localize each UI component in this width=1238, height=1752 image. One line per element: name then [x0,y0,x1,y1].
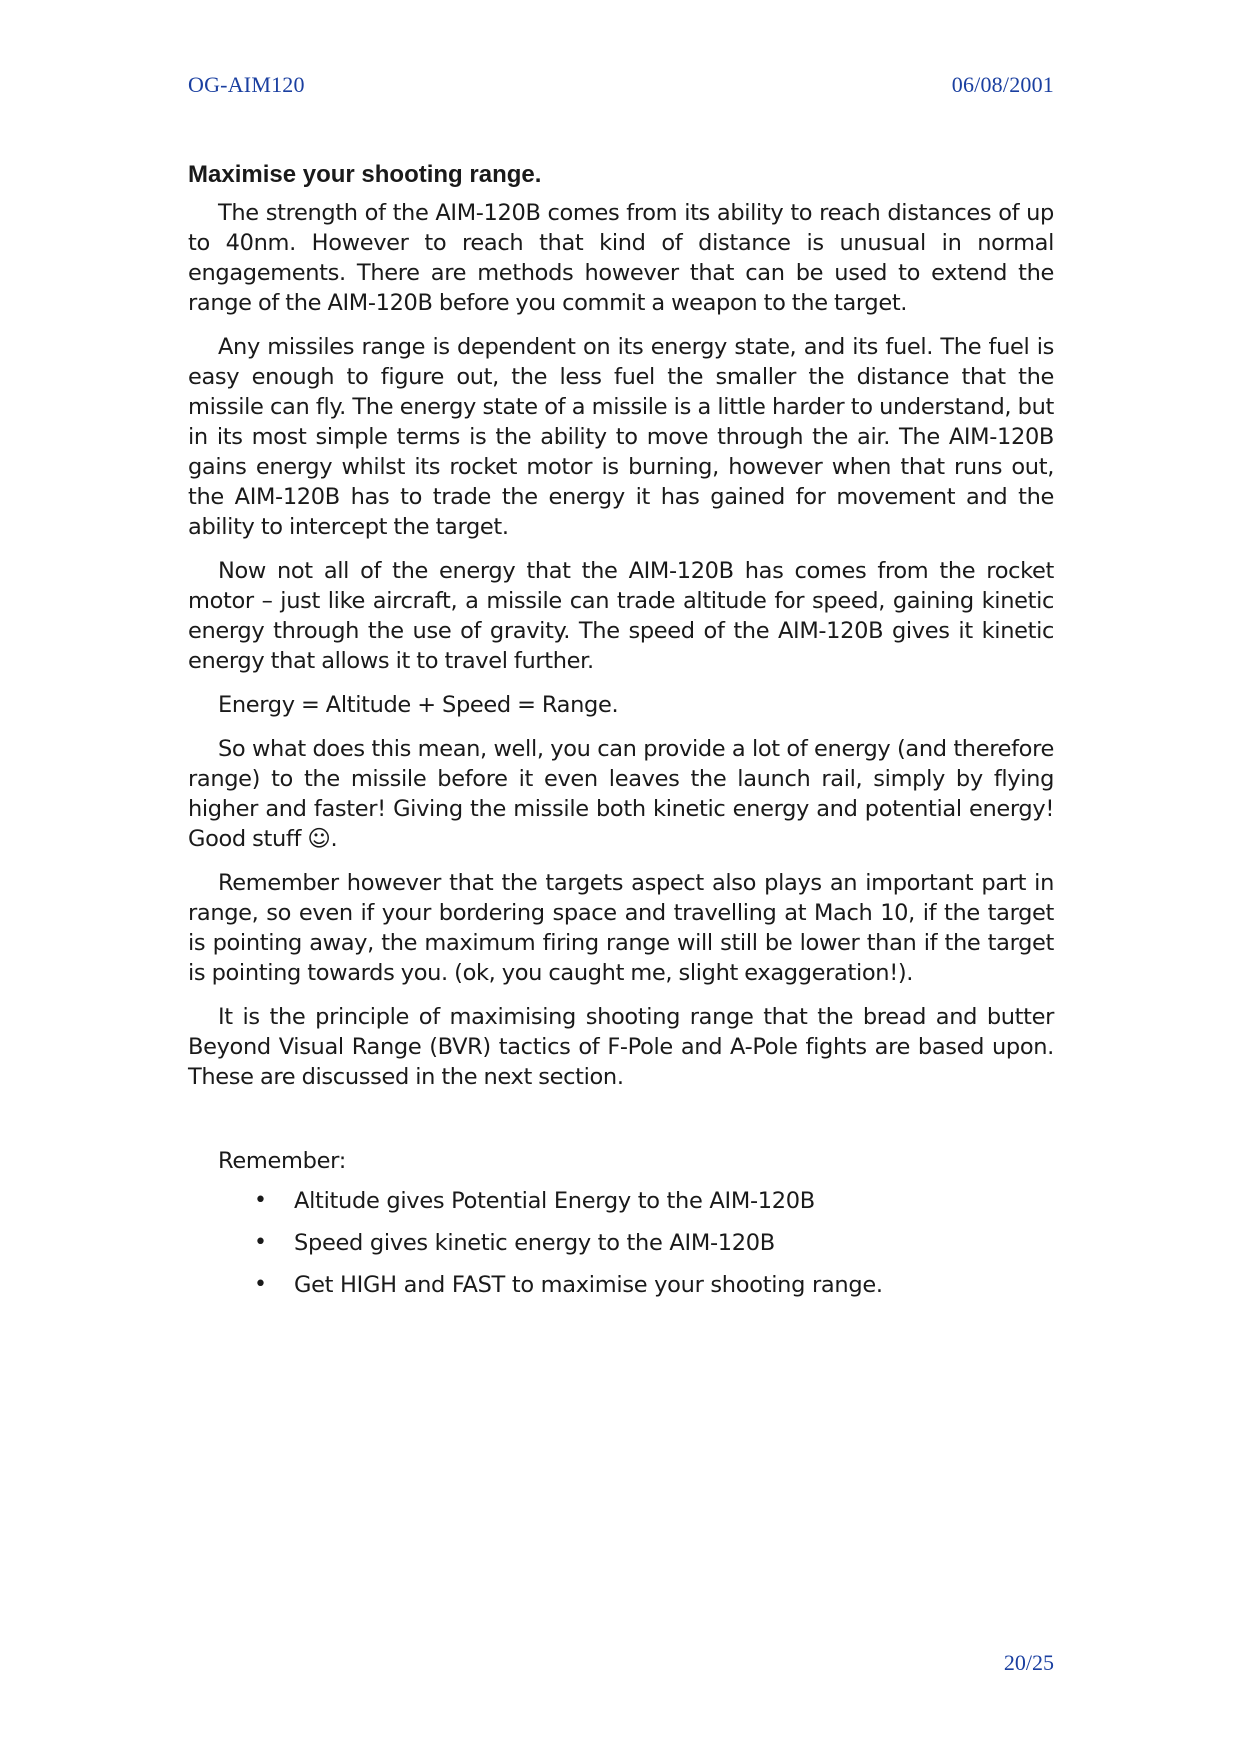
page-number: 20/25 [1003,1650,1054,1675]
paragraph-energy-state: Any missiles range is dependent on its energy state, and its fuel. The fuel is easy enough to figure out, the less fuel the smaller the distance that the missile can fly. The energy state of a missile is a little harder to understand, but in its most simple terms is the ability to move through the air. The AIM-120B gains energy whilst its rocket motor is burning, however when that runs out, the AIM-120B has to trade the energy it has gained for movement and the ability to intercept the target. [188,334,1054,540]
page-body [188,160,1054,1312]
bullet-icon: • [254,1188,267,1213]
header-doc-id: OG-AIM120 [188,72,305,97]
paragraph-altitude-speed: Now not all of the energy that the AIM-120B has comes from the rocket motor – just like aircraft, a missile can trade altitude for speed, gaining kinetic energy through the use of gravity. The speed of the AIM-120B gives it kinetic energy that allows it to travel further. [188,558,1054,674]
bullet-icon: • [254,1230,267,1255]
list-item-text: Speed gives kinetic energy to the AIM-120B [294,1230,775,1256]
paragraph-strength: The strength of the AIM-120B comes from its ability to reach distances of up to 40nm. However to reach that kind of distance is unusual in normal engagements. There are methods however that can be used to extend the range of the AIM-120B before you commit a weapon to the target. [188,200,1054,316]
paragraph-launch-energy: So what does this mean, well, you can provide a lot of energy (and therefore range) to the missile before it even leaves the launch rail, simply by flying higher and faster! Giving the missile both kinetic energy and potential energy! Good stuff ☺. [188,736,1054,852]
remember-list [188,1186,1054,1300]
list-item [254,1228,1054,1258]
section-title: Maximise your shooting range. [188,161,542,188]
list-item-text: Altitude gives Potential Energy to the AIM-120B [294,1188,815,1214]
paragraph-bvr-tactics: It is the principle of maximising shooting range that the bread and butter Beyond Visual Range (BVR) tactics of F-Pole and A-Pole fights are based upon. These are discussed in the next section. [188,1004,1054,1090]
paragraph-formula: Energy = Altitude + Speed = Range. [218,692,619,718]
list-item [254,1186,1054,1216]
paragraph-target-aspect: Remember however that the targets aspect also plays an important part in range, so even if your bordering space and travelling at Mach 10, if the target is pointing away, the maximum firing range will still be lower than if the target is pointing towards you. (ok, you caught me, slight exaggeration!). [188,870,1054,986]
list-item [254,1270,1054,1300]
remember-label: Remember: [218,1148,347,1174]
bullet-icon: • [254,1272,267,1297]
header-date: 06/08/2001 [951,72,1054,97]
list-item-text: Get HIGH and FAST to maximise your shooting range. [294,1272,883,1298]
